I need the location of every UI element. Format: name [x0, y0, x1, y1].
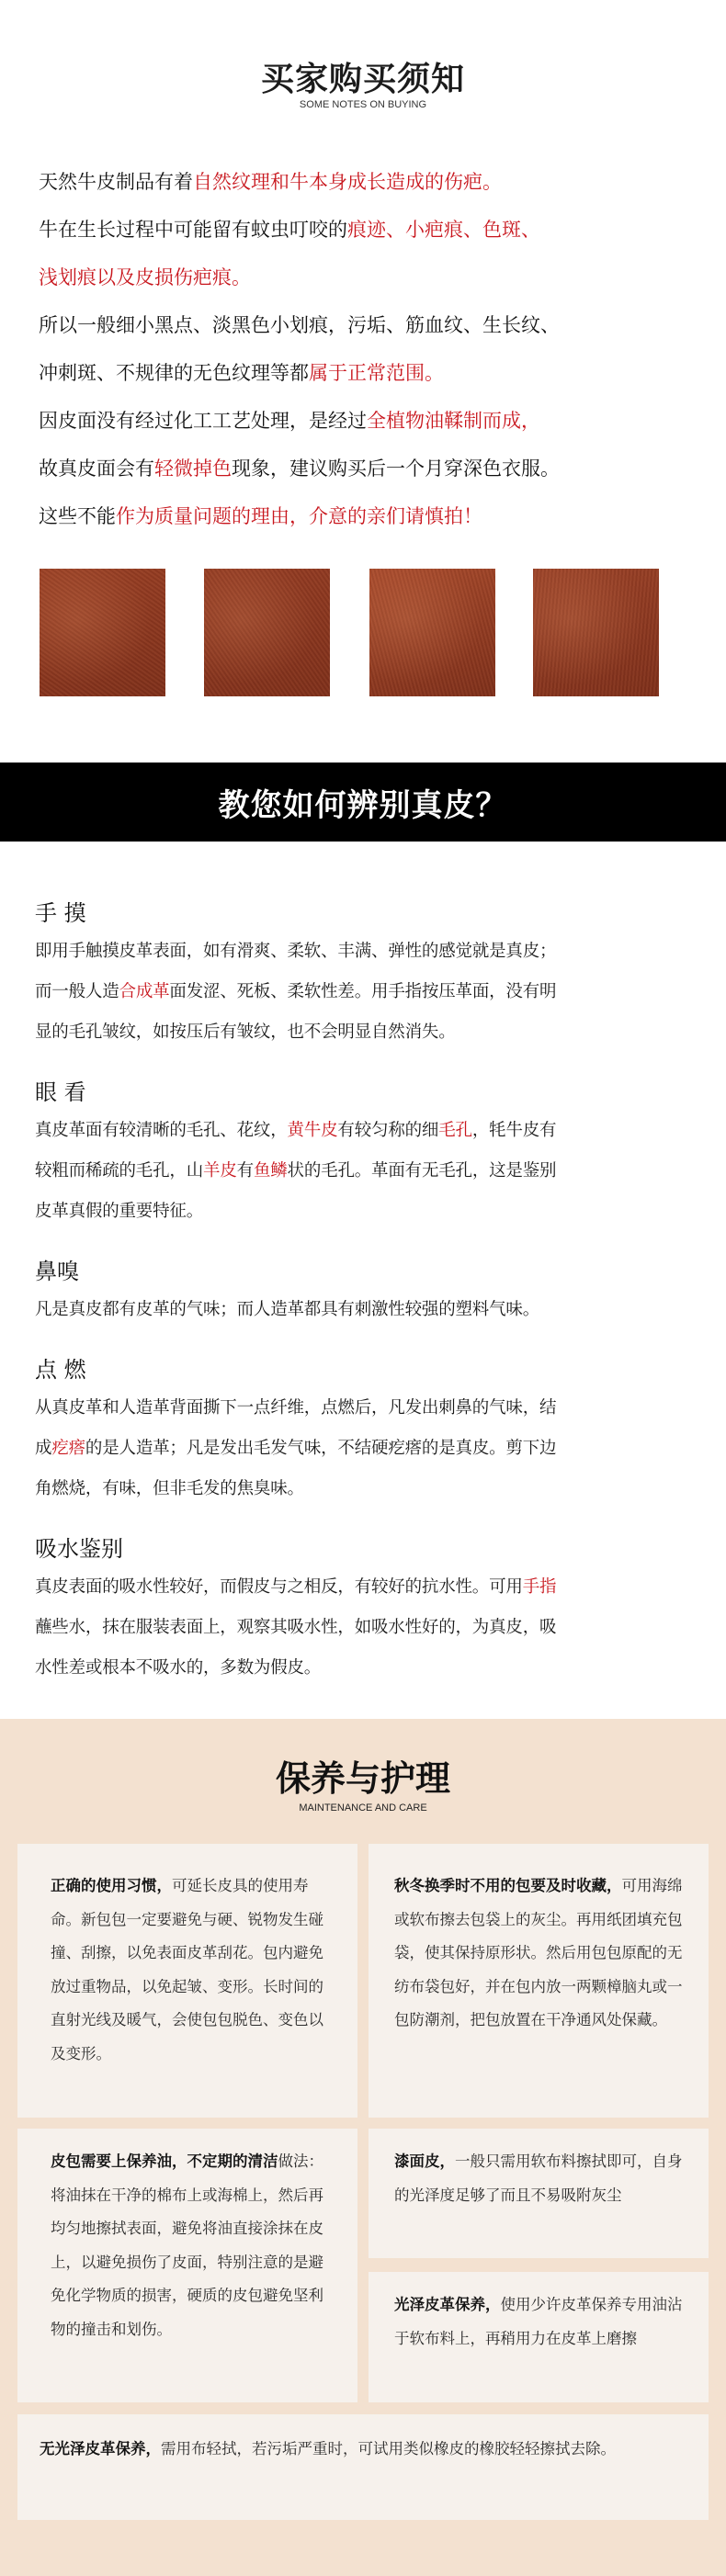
body-text: 成 — [35, 1439, 52, 1458]
text-line — [39, 397, 700, 445]
text-line — [35, 1429, 697, 1469]
leather-swatch-gallery — [0, 569, 726, 697]
highlight-text: 疙瘩 — [51, 1439, 85, 1458]
body-text: 这些不能 — [39, 505, 116, 527]
care-card-body: 可延长皮具的使用寿命。新包包一定要避免与硬、锐物发生碰撞、刮擦，以免表面皮革刮花。包内避免放过重物品，以免起皱、变形。长时间的直射光线及暖气，会使包包脱色、变色以及变形。 — [51, 1877, 323, 2062]
care-card-body: 一般只需用软布料擦拭即可，自身的光泽度足够了而且不易吸附灰尘 — [394, 2152, 683, 2204]
care-card-body: 做法：将油抹在干净的棉布上或海棉上，然后再均匀地擦拭表面，避免将油直接涂抹在皮上，以避免损伤了皮面，特别注意的是避免化学物质的损害，硬质的皮包避免坚利物的撞击和划伤。 — [51, 2152, 323, 2338]
care-card-body: 需用布轻拭，若污垢严重时，可试用类似橡皮的橡胶轻轻擦拭去除。 — [161, 2440, 616, 2457]
buying-notes-subtitle: SOME NOTES ON BUYING — [299, 99, 427, 110]
text-line — [39, 445, 700, 492]
care-card-matte-leather — [17, 2414, 709, 2520]
text-line — [39, 206, 700, 254]
text-line — [39, 158, 700, 206]
leather-swatch-2 — [204, 569, 330, 696]
text-line — [39, 254, 700, 301]
identify-section — [0, 842, 726, 1719]
highlight-text: 毛孔 — [438, 1121, 472, 1140]
topic-heading: 鼻嗅 — [35, 1259, 79, 1284]
care-card-body: 使用少许皮革保养专用油沾于软布料上，再稍用力在皮革上磨擦 — [394, 2296, 683, 2347]
highlight-text: 合成革 — [119, 982, 170, 1001]
identify-topic — [35, 1253, 697, 1330]
body-text: 所以一般细小黑点、淡黑色小划痕，污垢、筋血纹、生长纹、 — [39, 314, 560, 336]
identify-topic — [35, 1531, 697, 1689]
text-line — [35, 1608, 697, 1648]
care-card-oil-cleaning — [17, 2129, 357, 2402]
text-line — [35, 1111, 697, 1151]
highlight-text: 痕迹、小疤痕、色斑、 — [347, 219, 540, 241]
highlight-text: 属于正常范围。 — [309, 362, 444, 384]
care-title: 保养与护理 — [275, 1758, 450, 1799]
care-card-text — [394, 2288, 686, 2356]
body-text: 蘸些水，抹在服装表面上，观察其吸水性，如吸水性好的，为真皮，吸 — [35, 1618, 557, 1637]
buying-notes-title: 买家购买须知 — [260, 61, 465, 98]
body-text: 有较匀称的细 — [337, 1121, 439, 1140]
body-text: 真皮革面有较清晰的毛孔、花纹， — [35, 1121, 288, 1140]
body-text: 真皮表面的吸水性较好，而假皮与之相反，有较好的抗水性。可用 — [35, 1577, 523, 1597]
body-text: ，牦牛皮有 — [471, 1121, 557, 1140]
care-card-usage-habits — [17, 1844, 357, 2118]
identify-banner-title: 教您如何辨别真皮？ — [218, 786, 508, 824]
leather-swatch-3 — [369, 569, 495, 696]
text-line — [39, 492, 700, 540]
highlight-text: 浅划痕以及皮损伤疤痕。 — [39, 266, 251, 288]
text-line — [39, 349, 700, 397]
body-text: 凡是真皮都有皮革的气味；而人造革都具有刺激性较强的塑料气味。 — [35, 1300, 540, 1319]
body-text: 皮革真假的重要特征。 — [35, 1202, 204, 1221]
leather-swatch-4 — [533, 569, 659, 696]
body-text: 现象，建议购买后一个月穿深色衣服。 — [232, 458, 560, 480]
body-text: 较粗而稀疏的毛孔，山 — [35, 1161, 204, 1181]
text-line — [35, 1469, 697, 1509]
text-line — [35, 1012, 697, 1053]
care-card-heading: 秋冬换季时不用的包要及时收藏， — [394, 1877, 622, 1894]
topic-heading: 手 摸 — [35, 900, 86, 926]
text-line — [39, 301, 700, 349]
care-card-text — [394, 1870, 686, 2038]
care-card-text — [51, 2145, 335, 2346]
body-text: 因皮面没有经过化工工艺处理，是经过 — [39, 410, 367, 432]
text-line — [35, 1192, 697, 1232]
text-line — [35, 972, 697, 1012]
identify-topic — [35, 1074, 697, 1232]
buying-notes-section — [0, 0, 726, 763]
care-card-glossy-leather — [369, 2272, 709, 2402]
leather-swatch-1 — [40, 569, 165, 696]
highlight-text: 鱼鳞 — [253, 1161, 288, 1181]
body-text: 显的毛孔皱纹，如按压后有皱纹，也不会明显自然消失。 — [35, 1022, 456, 1042]
body-text: 从真皮革和人造革背面撕下一点纤维，点燃后，凡发出刺鼻的气味，结 — [35, 1398, 557, 1418]
care-card-seasonal-storage — [369, 1844, 709, 2118]
text-line — [35, 1567, 697, 1608]
care-card-heading: 光泽皮革保养， — [394, 2296, 501, 2313]
body-text: 角燃烧，有味，但非毛发的焦臭味。 — [35, 1479, 304, 1498]
care-card-text — [394, 2145, 686, 2212]
care-card-text — [51, 1870, 335, 2071]
topic-heading: 眼 看 — [35, 1079, 86, 1105]
text-line — [35, 1290, 697, 1330]
care-card-heading: 正确的使用习惯， — [51, 1877, 172, 1894]
body-text: 水性差或根本不吸水的，多数为假皮。 — [35, 1658, 322, 1678]
care-card-body: 可用海绵或软布擦去包袋上的灰尘。再用纸团填充包袋，使其保持原形状。然后用包包原配的无纺布袋包好，并在包内放一两颗樟脑丸或一包防潮剂，把包放置在干净通风处保藏。 — [394, 1877, 683, 2028]
highlight-text: 自然纹理和牛本身成长造成的伤疤。 — [193, 171, 502, 193]
care-card-patent-leather — [369, 2129, 709, 2258]
body-text: 的是人造革；凡是发出毛发气味，不结硬疙瘩的是真皮。剪下边 — [85, 1439, 557, 1458]
care-subtitle: MAINTENANCE AND CARE — [299, 1802, 427, 1813]
text-line — [35, 1388, 697, 1429]
care-card-heading: 无光泽皮革保养， — [40, 2440, 161, 2457]
identify-topic — [35, 1351, 697, 1509]
highlight-text: 手指 — [522, 1577, 557, 1597]
text-line — [35, 932, 697, 972]
identify-topic — [35, 895, 697, 1053]
body-text: 即用手触摸皮革表面，如有滑爽、柔软、丰满、弹性的感觉就是真皮； — [35, 942, 557, 961]
care-card-text — [40, 2433, 690, 2467]
care-section — [0, 1719, 726, 2576]
body-text: 牛在生长过程中可能留有蚊虫叮咬的 — [39, 219, 347, 241]
highlight-text: 黄牛皮 — [287, 1121, 338, 1140]
highlight-text: 作为质量问题的理由，介意的亲们请慎拍！ — [116, 505, 482, 527]
care-card-heading: 皮包需要上保养油，不定期的清洁 — [51, 2152, 278, 2170]
topic-heading: 点 燃 — [35, 1357, 86, 1383]
text-line — [35, 1648, 697, 1689]
highlight-text: 羊皮 — [203, 1161, 237, 1181]
topic-heading: 吸水鉴别 — [35, 1536, 123, 1562]
care-card-heading: 漆面皮， — [394, 2152, 455, 2170]
highlight-text: 轻微掉色 — [154, 458, 232, 480]
text-line — [35, 1151, 697, 1192]
body-text: 状的毛孔。革面有无毛孔，这是鉴别 — [287, 1161, 557, 1181]
identify-banner — [0, 763, 726, 842]
body-text: 面发涩、死板、柔软性差。用手指按压革面，没有明 — [169, 982, 557, 1001]
highlight-text: 全植物油鞣制而成， — [367, 410, 540, 432]
body-text: 冲刺斑、不规律的无色纹理等都 — [39, 362, 309, 384]
body-text: 而一般人造 — [35, 982, 119, 1001]
body-text: 有 — [236, 1161, 254, 1181]
buying-notes-text — [39, 158, 700, 540]
body-text: 故真皮面会有 — [39, 458, 154, 480]
body-text: 天然牛皮制品有着 — [39, 171, 193, 193]
